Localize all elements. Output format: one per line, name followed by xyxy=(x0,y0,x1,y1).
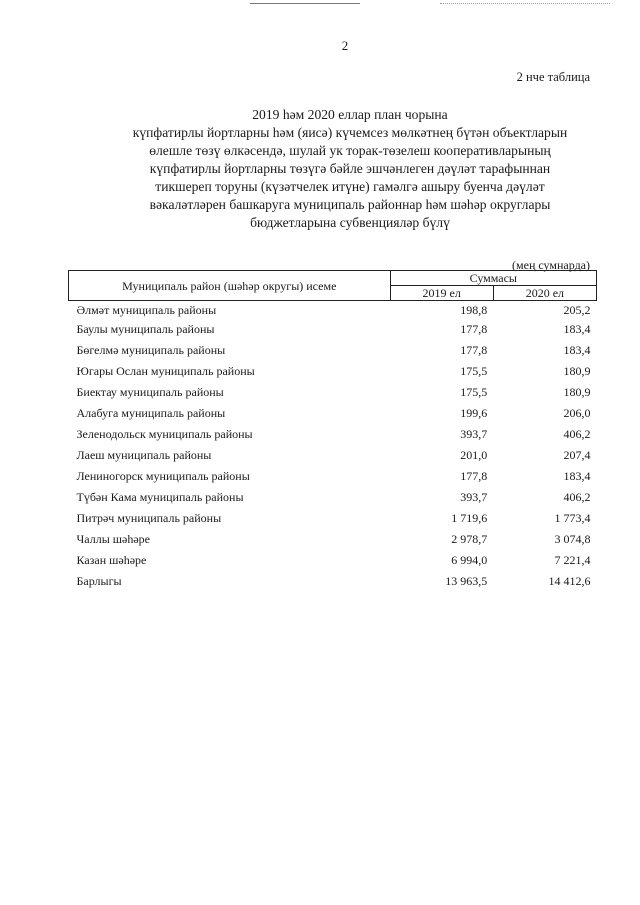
row-name: Бөгелмә муниципаль районы xyxy=(76,343,226,357)
table-row xyxy=(69,466,597,487)
table-row xyxy=(69,487,597,508)
row-name: Казан шәһәре xyxy=(76,553,147,567)
table-row xyxy=(69,340,597,361)
row-name: Лениногорск муниципаль районы xyxy=(76,469,250,483)
row-value-2019: 201,0 xyxy=(460,448,488,462)
units-note: (мең сумнарда) xyxy=(512,258,590,272)
row-name: Әлмәт муниципаль районы xyxy=(76,303,217,317)
row-name: Питрәч муниципаль районы xyxy=(76,511,222,525)
row-value-2019: 393,7 xyxy=(460,427,488,441)
table-row xyxy=(69,550,597,571)
row-value-2020: 206,0 xyxy=(563,406,591,420)
row-value-2020: 406,2 xyxy=(563,490,591,504)
total-value-2020: 14 412,6 xyxy=(548,574,591,588)
table-row xyxy=(69,382,597,403)
row-value-2019: 198,8 xyxy=(460,303,488,317)
table-row xyxy=(69,301,597,320)
title-line: күпфатирлы йортларны һәм (яисә) күчемсез мөлкәтнең бүтән объектларын xyxy=(132,125,568,140)
total-value-2019: 13 963,5 xyxy=(445,574,488,588)
total-label: Барлыгы xyxy=(76,574,122,588)
row-name: Биектау муниципаль районы xyxy=(76,385,224,399)
row-name: Баулы муниципаль районы xyxy=(76,322,215,336)
row-name: Алабуга муниципаль районы xyxy=(76,406,226,420)
table-row xyxy=(69,361,597,382)
row-name: Лаеш муниципаль районы xyxy=(76,448,212,462)
document-title xyxy=(100,106,600,232)
row-value-2020: 406,2 xyxy=(563,427,591,441)
row-value-2019: 1 719,6 xyxy=(451,511,488,525)
column-header-2020: 2020 ел xyxy=(493,286,596,301)
row-value-2020: 1 773,4 xyxy=(554,511,591,525)
title-line: 2019 һәм 2020 еллар план чорына xyxy=(252,107,448,122)
row-value-2020: 207,4 xyxy=(563,448,591,462)
row-value-2020: 180,9 xyxy=(563,385,591,399)
row-value-2020: 183,4 xyxy=(563,469,591,483)
total-row xyxy=(69,571,597,592)
row-value-2019: 6 994,0 xyxy=(451,553,488,567)
title-line: бюджетларына субвенцияләр бүлү xyxy=(250,215,450,230)
row-value-2019: 175,5 xyxy=(460,385,488,399)
table-row xyxy=(69,508,597,529)
row-value-2020: 183,4 xyxy=(563,322,591,336)
subvention-table xyxy=(68,270,597,592)
table-row xyxy=(69,319,597,340)
row-value-2019: 199,6 xyxy=(460,406,488,420)
row-name: Югары Ослан муниципаль районы xyxy=(76,364,255,378)
row-value-2019: 2 978,7 xyxy=(451,532,488,546)
table-number: 2 нче таблица xyxy=(516,70,590,84)
row-name: Чаллы шәһәре xyxy=(76,532,150,546)
row-value-2019: 393,7 xyxy=(460,490,488,504)
row-name: Түбән Кама муниципаль районы xyxy=(76,490,244,504)
title-line: тикшереп торуны (күзәтчелек итүне) гамәлгә ашыру буенча дәүләт xyxy=(155,179,545,194)
row-value-2019: 177,8 xyxy=(460,322,488,336)
row-value-2020: 183,4 xyxy=(563,343,591,357)
scan-artifact-dots xyxy=(440,3,610,5)
row-value-2020: 7 221,4 xyxy=(554,553,591,567)
title-line: өлешле төзү өлкәсендә, шулай ук торак-төзелеш кооперативларының xyxy=(149,143,551,158)
table-row xyxy=(69,445,597,466)
row-value-2019: 177,8 xyxy=(460,343,488,357)
table-row xyxy=(69,424,597,445)
page-number: 2 xyxy=(341,38,349,53)
row-value-2019: 175,5 xyxy=(460,364,488,378)
scan-artifact-line xyxy=(250,3,360,4)
column-header-2019: 2019 ел xyxy=(390,286,493,301)
row-name: Зеленодольск муниципаль районы xyxy=(76,427,253,441)
title-line: күпфатирлы йортларны төзүгә бәйле эшчәнлеген дәүләт тарафыннан xyxy=(149,161,551,176)
table-row xyxy=(69,403,597,424)
row-value-2020: 3 074,8 xyxy=(554,532,591,546)
row-value-2020: 205,2 xyxy=(563,303,591,317)
table-row xyxy=(69,529,597,550)
row-value-2019: 177,8 xyxy=(460,469,488,483)
row-value-2020: 180,9 xyxy=(563,364,591,378)
column-header-name: Муниципаль район (шәһәр округы) исеме xyxy=(69,271,391,301)
column-header-sum: Суммасы xyxy=(390,271,596,286)
title-line: вәкаләтләрен башкаруга муниципаль районнар һәм шәһәр округлары xyxy=(149,197,551,212)
